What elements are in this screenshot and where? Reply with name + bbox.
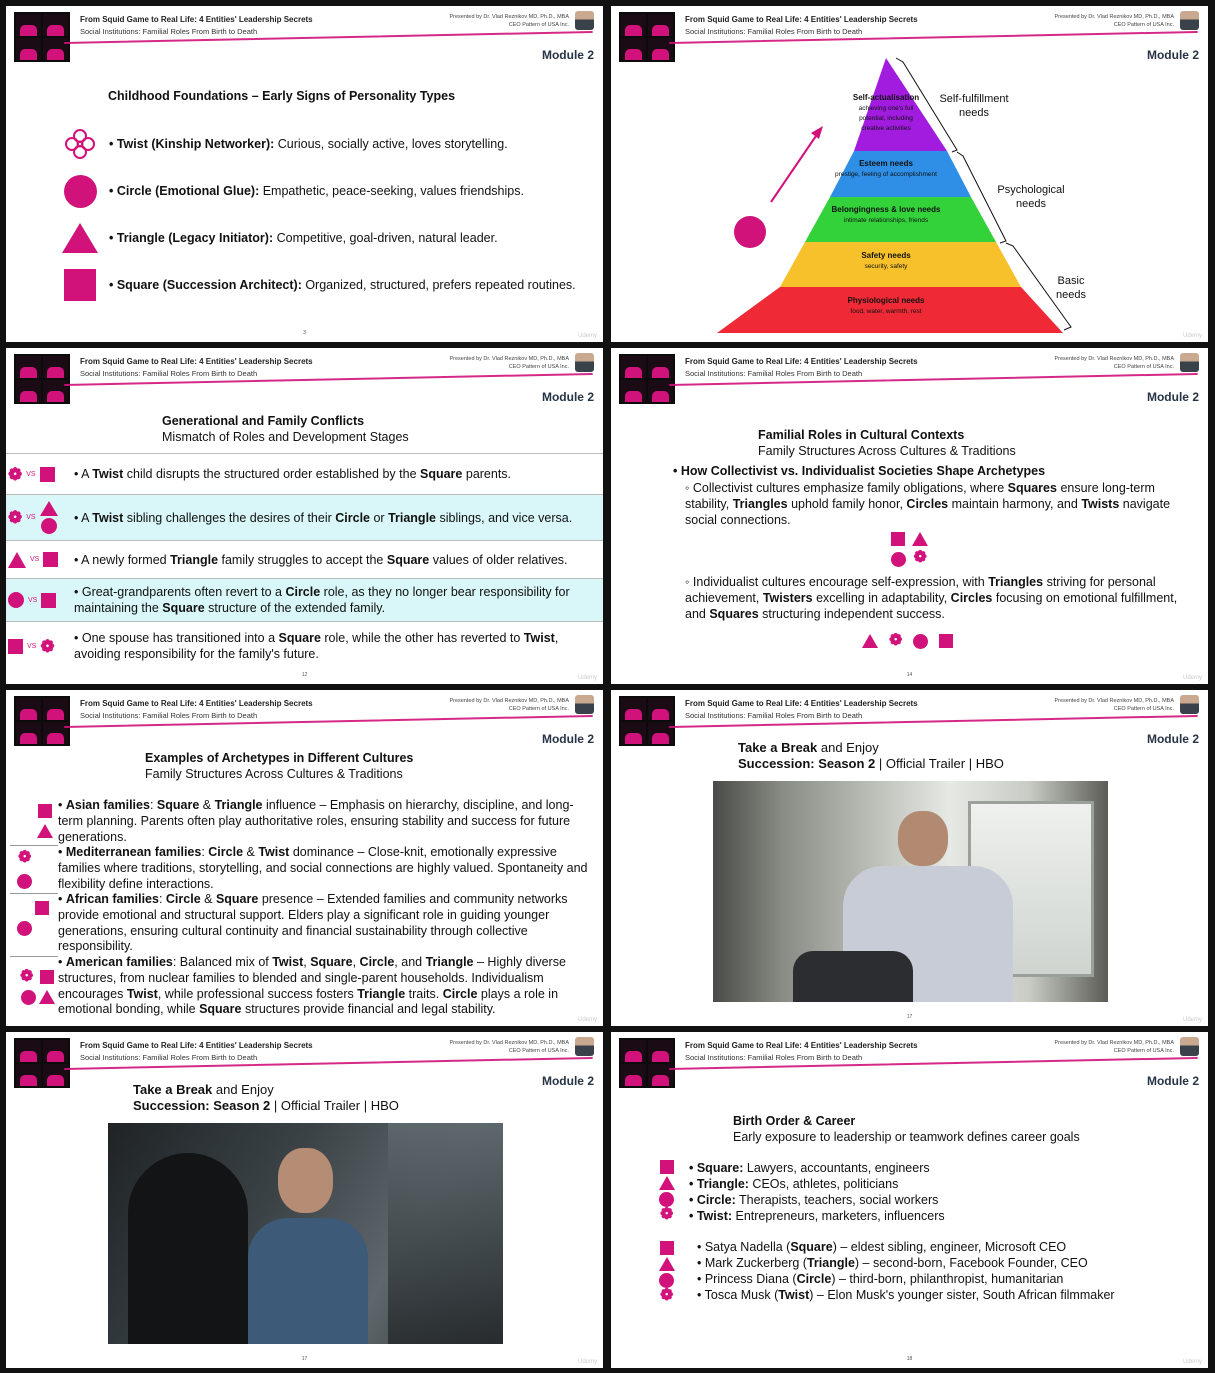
divider: [10, 845, 58, 846]
circle-icon: [64, 175, 97, 208]
triangle-icon: [659, 1257, 675, 1271]
course-title: From Squid Game to Real Life: 4 Entities' Leadership Secrets: [80, 699, 313, 708]
text-fragment: • A: [74, 467, 93, 481]
group-basic: Basic needs: [1056, 275, 1086, 301]
person-item: [697, 1239, 1066, 1255]
circle-icon: [659, 1192, 674, 1207]
circle-icon: [659, 1273, 674, 1288]
slide-maslow-pyramid: [611, 6, 1208, 342]
text-fragment: Therapists, teachers, social workers: [735, 1193, 939, 1207]
text-fragment: &: [200, 892, 216, 906]
module-label: Module 2: [1146, 1074, 1199, 1088]
watermark: Udemy: [1182, 1359, 1202, 1365]
text-fragment: ) – second-born, Facebook Founder, CEO: [854, 1256, 1088, 1270]
watermark: Udemy: [577, 1359, 597, 1365]
course-subtitle: Social Institutions: Familial Roles From Birth to Death: [80, 27, 258, 36]
bold-term: Triangle: [214, 798, 263, 812]
text-fragment: &: [199, 798, 215, 812]
twist-icon: ❁: [8, 464, 23, 484]
watermark: Udemy: [1182, 675, 1202, 681]
bold-term: Twists: [1081, 497, 1120, 511]
presenter-avatar: [1180, 353, 1199, 372]
text-fragment: structuring independent success.: [758, 607, 945, 621]
page-number: 18: [906, 1356, 913, 1362]
text-fragment: :: [149, 798, 157, 812]
text-fragment: excelling in adaptability,: [812, 591, 951, 605]
slide-generational-conflicts: [6, 348, 603, 684]
table-row: VS ❁ • One spouse has transitioned into a Square role, while the other has reverted to Twist, avoiding responsibility for the family's future.: [6, 621, 603, 670]
module-label: Module 2: [1146, 390, 1199, 404]
bold-term: Take a Break: [738, 740, 818, 755]
table-row: VS • Great-grandparents often revert to a Circle role, as they no longer bear responsibility for maintaining the Square structure of the extended family.: [6, 578, 603, 621]
bold-term: Asian families: [65, 798, 150, 812]
bold-term: • Square:: [689, 1161, 744, 1175]
career-item-square: [689, 1160, 930, 1176]
text-fragment: siblings, and vice versa.: [436, 510, 573, 525]
circle-icon: [913, 634, 928, 649]
bold-term: Square: [310, 955, 353, 969]
chair: [793, 951, 913, 1002]
list-item: • Triangle (Legacy Initiator): Competitive, goal-driven, natural leader.: [61, 218, 603, 258]
video-player[interactable]: [713, 781, 1108, 1002]
page-number: 17: [301, 1356, 308, 1362]
presenter-avatar: [1180, 1037, 1199, 1056]
bold-term: Succession: Season 2: [738, 756, 876, 771]
triangle-icon: [912, 532, 928, 546]
twist-icon: ❁: [40, 636, 55, 656]
text-fragment: navigate social connections.: [685, 497, 1171, 527]
bold-term: Square: [162, 601, 205, 615]
presenter-avatar: [575, 1037, 594, 1056]
bold-term: Twist: [523, 631, 555, 645]
bold-term: Triangle: [806, 1256, 855, 1270]
course-subtitle: Social Institutions: Familial Roles From Birth to Death: [685, 27, 863, 36]
bold-term: • Circle:: [689, 1193, 736, 1207]
circle-icon: [17, 921, 32, 936]
list-item: • Asian families: Square & Triangle influence – Emphasis on hierarchy, discipline, and long-term planning. Parents often play authoritative roles, ensuring stability and success for future generations.: [58, 798, 574, 844]
shape-cluster: [891, 530, 931, 567]
text-fragment: ,: [303, 955, 311, 969]
text-fragment: dominance – Close-knit, emotionally expressive families where traditions, storytelling, and social connections are highly valued. Spontaneity and flexibility define interactions.: [58, 845, 588, 891]
slide-title: Examples of Archetypes in Different Cultures: [145, 751, 414, 765]
text-fragment: striving for personal achievement,: [685, 575, 1156, 605]
text-fragment: role, while the other has reverted to: [320, 631, 524, 645]
slide-subtitle: Early exposure to leadership or teamwork defines career goals: [733, 1130, 1080, 1144]
divider: [10, 956, 58, 957]
presenter-avatar: [1180, 695, 1199, 714]
bold-term: Square: [278, 631, 321, 645]
level-esteem: Esteem needs prestige, feeling of accomplishment: [835, 159, 937, 178]
text-fragment: ◦ Collectivist cultures emphasize family obligations, where: [685, 481, 1008, 495]
triangle-icon: [8, 552, 26, 568]
text-fragment: • A: [74, 510, 93, 525]
career-item-circle: [689, 1192, 938, 1208]
bold-term: African families: [65, 892, 159, 906]
text-fragment: role, as they no longer bear responsibility for maintaining the: [74, 585, 570, 615]
person-head: [898, 811, 948, 866]
bold-term: Circle: [335, 510, 370, 525]
bold-term: Twist: [92, 467, 124, 481]
trailer-title: [738, 756, 1004, 771]
text-fragment: ensure long-term stability,: [685, 481, 1155, 511]
list-item: • Circle (Emotional Glue): Empathetic, peace-seeking, values friendships.: [61, 171, 603, 211]
person-back: [128, 1153, 248, 1344]
twist-icon: ❁: [913, 548, 927, 566]
twist-icon: ❁: [660, 1287, 674, 1304]
text-fragment: plays a role in emotional bonding, while: [58, 986, 559, 1017]
text-fragment: • One spouse has transitioned into a: [74, 631, 279, 645]
presenter-credit: Presented by Dr. Vlad Reznikov MD, Ph.D., MBA CEO Pattern of USA Inc.: [449, 14, 569, 28]
circle-icon: [891, 552, 906, 567]
text-fragment: • Satya Nadella (: [697, 1240, 791, 1254]
text-fragment: parents.: [462, 467, 512, 481]
squid-game-logo: [14, 1038, 70, 1088]
presenter-credit: Presented by Dr. Vlad Reznikov MD, Ph.D., MBA CEO Pattern of USA Inc.: [1054, 1040, 1174, 1054]
text-fragment: traits.: [405, 986, 443, 1001]
break-line: [133, 1082, 274, 1097]
circle-icon: [17, 874, 32, 889]
bold-term: Twisters: [762, 591, 813, 605]
circle-icon: [21, 990, 36, 1005]
slide-title: Childhood Foundations – Early Signs of Personality Types: [108, 89, 456, 103]
square-icon: [660, 1160, 674, 1174]
section-heading: • How Collectivist vs. Individualist Societies Shape Archetypes: [673, 464, 1046, 478]
watermark: Udemy: [577, 675, 597, 681]
text-fragment: influence – Emphasis on hierarchy, discipline, and long-term planning. Parents often play authoritative roles, ensuring stability and success for future generations.: [58, 798, 574, 844]
text-fragment: | Official Trailer | HBO: [875, 756, 1004, 771]
text-fragment: • Princess Diana (: [697, 1272, 797, 1286]
square-icon: [41, 593, 56, 608]
bold-term: Squares: [1007, 481, 1057, 495]
text-fragment: sibling challenges the desires of their: [123, 510, 336, 525]
text-fragment: or: [370, 510, 389, 525]
group-psychological: Psychological needs: [997, 184, 1065, 210]
person-item: [697, 1255, 1088, 1271]
bold-term: Take a Break: [133, 1082, 213, 1097]
text-fragment: ) – Elon Musk's younger sister, South African filmmaker: [809, 1288, 1115, 1302]
bold-term: Succession: Season 2: [133, 1098, 271, 1113]
presenter-credit: Presented by Dr. Vlad Reznikov MD, Ph.D., MBA CEO Pattern of USA Inc.: [1054, 698, 1174, 712]
slide-break-trailer-2: [6, 1032, 603, 1368]
text-fragment: child disrupts the structured order established by the: [123, 467, 420, 481]
bold-term: Triangles: [988, 575, 1044, 589]
person-item: [697, 1271, 1063, 1287]
slide-title: Generational and Family Conflicts: [162, 414, 365, 428]
slide-break-trailer-1: [611, 690, 1208, 1026]
square-icon: [35, 901, 49, 915]
triangle-icon: [39, 990, 55, 1004]
presenter-credit: Presented by Dr. Vlad Reznikov MD, Ph.D., MBA CEO Pattern of USA Inc.: [449, 1040, 569, 1054]
bold-term: Square: [790, 1240, 833, 1254]
square-icon: [43, 552, 58, 567]
squid-game-logo: [619, 354, 675, 404]
bold-term: Triangles: [732, 497, 788, 511]
text-fragment: uphold family honor,: [787, 497, 907, 511]
twist-icon: ❁: [20, 968, 34, 985]
presenter-credit: Presented by Dr. Vlad Reznikov MD, Ph.D., MBA CEO Pattern of USA Inc.: [449, 698, 569, 712]
module-label: Module 2: [1146, 732, 1199, 746]
text-fragment: family struggles to accept the: [218, 552, 387, 567]
page-number: 14: [906, 672, 913, 678]
text-fragment: , while professional success fosters: [157, 986, 358, 1001]
text-fragment: maintain harmony, and: [948, 497, 1082, 511]
text-fragment: • Great-grandparents often revert to a: [74, 585, 286, 599]
bold-term: Triangle: [170, 552, 219, 567]
course-subtitle: Social Institutions: Familial Roles From Birth to Death: [685, 1053, 863, 1062]
course-subtitle: Social Institutions: Familial Roles From Birth to Death: [80, 369, 258, 378]
page-number: 12: [301, 672, 308, 678]
slide-cultural-contexts: [611, 348, 1208, 684]
square-icon: [8, 639, 23, 654]
arrow-head-icon: [811, 126, 823, 139]
text-fragment: :: [158, 892, 166, 906]
level-safety: Safety needs security, safety: [861, 251, 911, 270]
bold-term: Circles: [950, 591, 993, 605]
text-fragment: • A newly formed: [74, 552, 171, 567]
triangle-icon: [37, 824, 53, 838]
level-self-actualisation: Self-actualisation achieving one's full potential, including creative activities: [852, 93, 920, 132]
slide-title: Birth Order & Career: [733, 1114, 856, 1128]
list-item: • American families: Balanced mix of Twist, Square, Circle, and Triangle – Highly diverse structures, from nuclear families to blended and single-parent households. Individualism encourages Twist, while professional success fosters Triangle traits. Circle plays a role in emotional bonding, while Square structures provide financial and legal stability.: [58, 955, 566, 1017]
triangle-icon: [62, 223, 98, 253]
person-item: [697, 1287, 1115, 1303]
trailer-title: [133, 1098, 399, 1113]
bold-term: Triangle: [388, 510, 436, 525]
bold-term: • Twist:: [689, 1209, 733, 1223]
slide-subtitle: Family Structures Across Cultures & Traditions: [758, 444, 1016, 458]
slide-childhood-foundations: [6, 6, 603, 342]
slide-archetypes-cultures: [6, 690, 603, 1026]
triangle-icon: [862, 634, 878, 648]
collectivist-paragraph: [685, 480, 1195, 528]
circle-icon: [734, 216, 766, 248]
bold-term: Circle: [359, 955, 395, 969]
career-item-triangle: [689, 1176, 898, 1192]
bold-term: Mediterranean families: [65, 845, 202, 859]
list-item: • African families: Circle & Square presence – Extended families and community networks provide emotional and structural support. Elders play a significant role in guiding younger generations, ensuring cultural continuity and financial sustainability through collective responsibility.: [58, 892, 568, 954]
level-belonging: Belongingness & love needs intimate relationships, friends: [831, 205, 941, 224]
bold-term: • Triangle:: [689, 1177, 749, 1191]
divider: [10, 893, 58, 894]
text-fragment: and Enjoy: [817, 740, 879, 755]
squid-game-logo: [14, 696, 70, 746]
watermark: Udemy: [577, 1017, 597, 1023]
square-icon: [660, 1241, 674, 1255]
text-fragment: presence – Extended families and community networks provide emotional and structural support. Elders play a significant role in guiding younger generations, ensuring cultural continuity and financial sustainability through collective responsibility.: [58, 892, 568, 954]
bold-term: Circle: [796, 1272, 832, 1286]
text-fragment: – Highly diverse structures, from nuclear families to blended and single-parent households. Individualism encourages: [58, 955, 566, 1001]
slide-subtitle: Mismatch of Roles and Development Stages: [162, 430, 409, 444]
squid-game-logo: [14, 354, 70, 404]
text-fragment: ◦ Individualist cultures encourage self-expression, with: [685, 575, 989, 589]
twist-icon: ❁: [660, 1206, 674, 1223]
squid-game-logo: [14, 12, 70, 62]
course-title: From Squid Game to Real Life: 4 Entities' Leadership Secrets: [80, 15, 313, 24]
bold-term: Square: [156, 798, 200, 812]
triangle-icon: [40, 501, 58, 516]
square-icon: [939, 634, 953, 648]
module-label: Module 2: [541, 390, 594, 404]
list-item: • Square (Succession Architect): Organized, structured, prefers repeated routines.: [61, 265, 603, 305]
slide-subtitle: Family Structures Across Cultures & Traditions: [145, 767, 403, 781]
text-fragment: : Balanced mix of: [172, 955, 273, 969]
square-icon: [40, 970, 54, 984]
text-fragment: | Official Trailer | HBO: [270, 1098, 399, 1113]
text-fragment: Lawyers, accountants, engineers: [743, 1161, 930, 1175]
bold-term: Twist: [126, 986, 158, 1001]
bold-term: Circle: [442, 986, 478, 1001]
table-row: ❁ VS • A Twist child disrupts the structured order established by the Square parents.: [6, 453, 603, 494]
watermark: Udemy: [577, 333, 597, 339]
twist-icon: ❁: [8, 508, 23, 527]
text-fragment: and Enjoy: [212, 1082, 274, 1097]
bold-term: Square: [215, 892, 259, 906]
presenter-avatar: [575, 11, 594, 30]
square-icon: [891, 532, 905, 546]
text-fragment: , and: [394, 955, 426, 969]
twist-icon: ❁: [18, 849, 32, 866]
person-head: [278, 1148, 333, 1213]
slide-birth-order-career: [611, 1032, 1208, 1368]
level-physiological: Physiological needs food, water, warmth, rest: [847, 296, 925, 315]
bold-term: Twist: [272, 955, 304, 969]
text-fragment: ) – eldest sibling, engineer, Microsoft CEO: [832, 1240, 1067, 1254]
person-sweater: [248, 1218, 368, 1344]
bold-term: Twist: [778, 1288, 810, 1302]
text-fragment: • Tosca Musk (: [697, 1288, 779, 1302]
squid-game-logo: [619, 1038, 675, 1088]
text-fragment: structures provide financial and legal stability.: [241, 1002, 496, 1017]
list-item: • Twist (Kinship Networker): Curious, socially active, loves storytelling.: [61, 124, 603, 164]
course-title: From Squid Game to Real Life: 4 Entities' Leadership Secrets: [685, 15, 918, 24]
text-fragment: , avoiding responsibility for the family's future.: [74, 631, 559, 661]
page-number: 17: [906, 1014, 913, 1020]
course-title: From Squid Game to Real Life: 4 Entities' Leadership Secrets: [80, 1041, 313, 1050]
course-subtitle: Social Institutions: Familial Roles From Birth to Death: [80, 711, 258, 720]
bold-term: Circles: [906, 497, 949, 511]
module-label: Module 2: [541, 48, 594, 62]
bold-term: American families: [65, 955, 173, 969]
course-title: From Squid Game to Real Life: 4 Entities' Leadership Secrets: [685, 1041, 918, 1050]
course-title: From Squid Game to Real Life: 4 Entities' Leadership Secrets: [685, 699, 918, 708]
bold-term: Squares: [709, 607, 759, 621]
square-icon: [64, 269, 96, 301]
group-self-fulfillment: Self-fulfillment needs: [939, 93, 1009, 119]
bold-term: Square: [386, 552, 430, 567]
text-fragment: CEOs, athletes, politicians: [748, 1177, 899, 1191]
course-title: From Squid Game to Real Life: 4 Entities' Leadership Secrets: [80, 357, 313, 366]
text-fragment: structure of the extended family.: [204, 601, 386, 615]
course-subtitle: Social Institutions: Familial Roles From Birth to Death: [685, 711, 863, 720]
twist-icon: [61, 127, 99, 161]
shape-row: [862, 633, 953, 649]
square-icon: [40, 467, 55, 482]
text-fragment: values of older relatives.: [429, 552, 568, 567]
twist-icon: ❁: [889, 632, 903, 649]
circle-icon: [41, 518, 57, 534]
circle-icon: [8, 592, 24, 608]
bold-term: Square: [199, 1002, 242, 1017]
presenter-credit: Presented by Dr. Vlad Reznikov MD, Ph.D., MBA CEO Pattern of USA Inc.: [449, 356, 569, 370]
slide-title: Familial Roles in Cultural Contexts: [758, 428, 965, 442]
table-row: ❁ VS • A Twist sibling challenges the desires of their Circle or Triangle siblings, and vice versa.: [6, 494, 603, 540]
text-fragment: Entrepreneurs, marketers, influencers: [732, 1209, 945, 1223]
watermark: Udemy: [1182, 1017, 1202, 1023]
list-item: • Mediterranean families: Circle & Twist dominance – Close-knit, emotionally expressive families where traditions, storytelling, and social connections are highly valued. Spontaneity and flexibility define interactions.: [58, 845, 588, 891]
module-label: Module 2: [541, 1074, 594, 1088]
bold-term: Triangle: [425, 955, 474, 969]
watermark: Udemy: [1182, 333, 1202, 339]
table-row: VS • A newly formed Triangle family struggles to accept the Square values of older relatives.: [6, 540, 603, 578]
text-fragment: focusing on emotional fulfillment, and: [685, 591, 1178, 621]
presenter-credit: Presented by Dr. Vlad Reznikov MD, Ph.D., MBA CEO Pattern of USA Inc.: [1054, 356, 1174, 370]
square-icon: [38, 804, 52, 818]
bold-term: Circle: [165, 892, 201, 906]
text-fragment: ) – third-born, philanthropist, humanitarian: [831, 1272, 1064, 1286]
course-title: From Squid Game to Real Life: 4 Entities' Leadership Secrets: [685, 357, 918, 366]
text-fragment: :: [201, 845, 209, 859]
presenter-avatar: [575, 695, 594, 714]
bold-term: Circle: [208, 845, 244, 859]
text-fragment: &: [243, 845, 259, 859]
career-item-twist: [689, 1208, 945, 1224]
bold-term: Twist: [258, 845, 290, 859]
bold-term: Square: [420, 467, 463, 481]
course-subtitle: Social Institutions: Familial Roles From Birth to Death: [80, 1053, 258, 1062]
module-label: Module 2: [1146, 48, 1199, 62]
background-stairs: [388, 1123, 503, 1344]
course-subtitle: Social Institutions: Familial Roles From Birth to Death: [685, 369, 863, 378]
bold-term: Circle: [285, 585, 321, 599]
break-line: [738, 740, 879, 755]
module-label: Module 2: [541, 732, 594, 746]
text-fragment: • Mark Zuckerberg (: [697, 1256, 807, 1270]
bold-term: Triangle: [357, 986, 406, 1001]
page-number: 3: [303, 330, 306, 336]
presenter-avatar: [575, 353, 594, 372]
presenter-credit: Presented by Dr. Vlad Reznikov MD, Ph.D., MBA CEO Pattern of USA Inc.: [1054, 14, 1174, 28]
squid-game-logo: [619, 696, 675, 746]
individualist-paragraph: [685, 574, 1195, 622]
triangle-icon: [659, 1176, 675, 1190]
text-fragment: ,: [352, 955, 360, 969]
bold-term: Twist: [92, 510, 124, 525]
video-player[interactable]: [108, 1123, 503, 1344]
